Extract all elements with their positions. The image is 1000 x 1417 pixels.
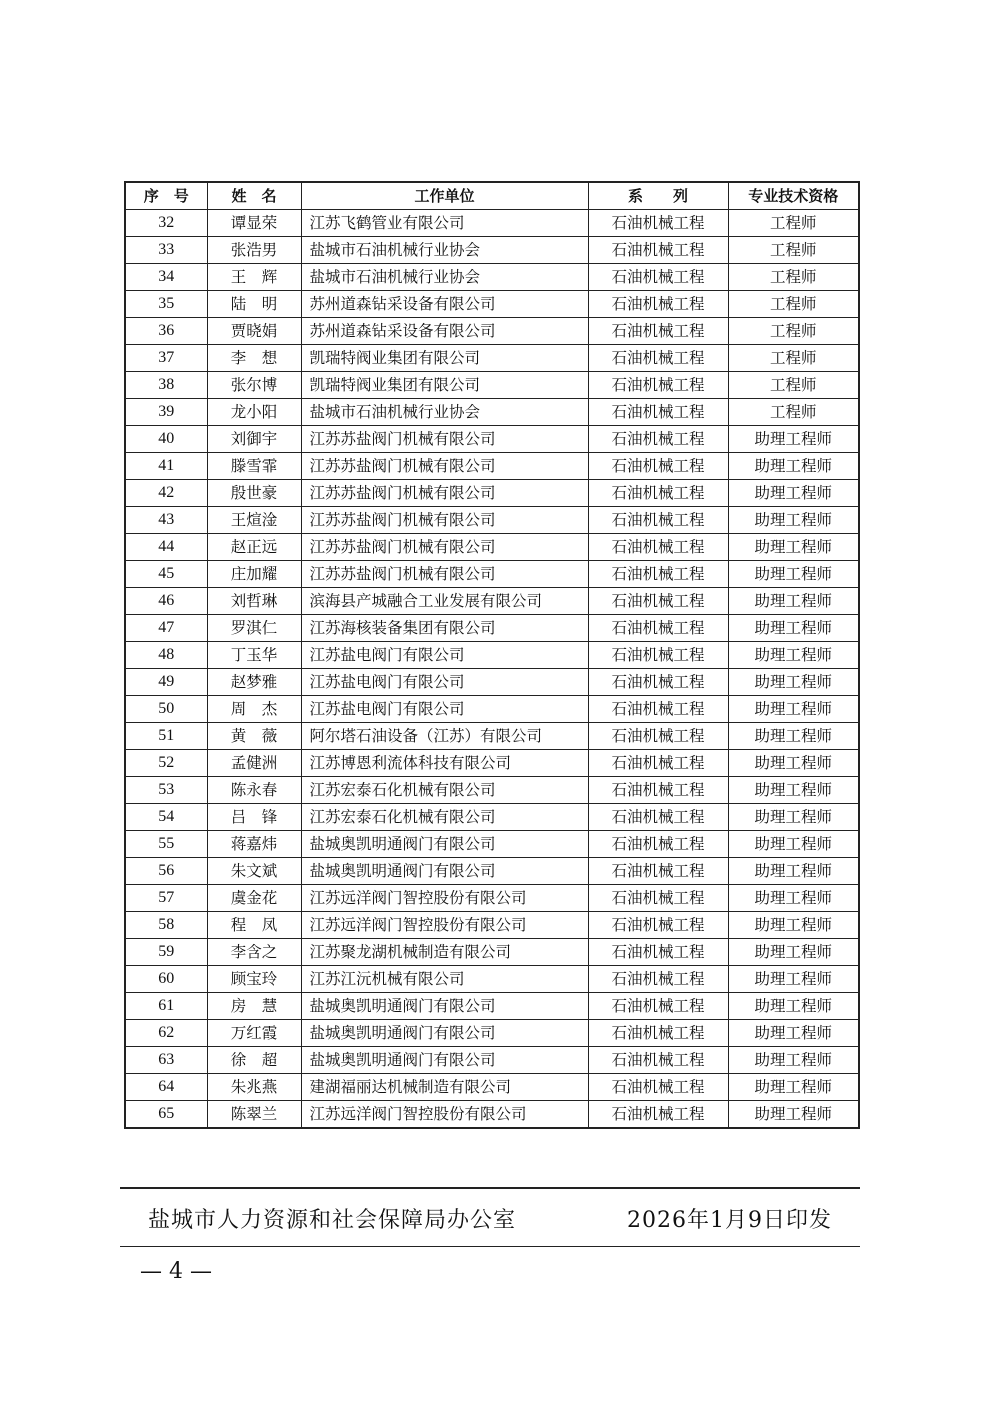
qualification-cell: 助理工程师 [728,480,859,507]
work-unit-cell: 苏州道森钻采设备有限公司 [301,318,588,345]
footer-bottom-rule [120,1246,860,1247]
name-cell: 王煊淦 [207,507,301,534]
qualification-cell: 助理工程师 [728,966,859,993]
table-row [125,831,859,858]
name-cell: 赵正远 [207,534,301,561]
name-cell: 蒋嘉炜 [207,831,301,858]
table-row [125,804,859,831]
name-cell: 吕 锋 [207,804,301,831]
series-cell: 石油机械工程 [588,345,728,372]
qualification-cell: 助理工程师 [728,1047,859,1074]
header-qualification: 专业技术资格 [728,182,859,210]
name-cell: 龙小阳 [207,399,301,426]
name-cell: 殷世豪 [207,480,301,507]
serial-number-cell: 50 [125,696,207,723]
table-row [125,966,859,993]
series-cell: 石油机械工程 [588,642,728,669]
qualification-cell: 工程师 [728,237,859,264]
series-cell: 石油机械工程 [588,1074,728,1101]
qualification-cell: 助理工程师 [728,912,859,939]
table-row [125,615,859,642]
serial-number-cell: 43 [125,507,207,534]
table-row [125,210,859,237]
work-unit-cell: 凯瑞特阀业集团有限公司 [301,345,588,372]
series-cell: 石油机械工程 [588,1047,728,1074]
series-cell: 石油机械工程 [588,831,728,858]
serial-number-cell: 36 [125,318,207,345]
series-cell: 石油机械工程 [588,399,728,426]
serial-number-cell: 56 [125,858,207,885]
name-cell: 孟健洲 [207,750,301,777]
serial-number-cell: 48 [125,642,207,669]
name-cell: 程 凤 [207,912,301,939]
series-cell: 石油机械工程 [588,264,728,291]
work-unit-cell: 盐城市石油机械行业协会 [301,237,588,264]
name-cell: 谭显荣 [207,210,301,237]
table-row [125,858,859,885]
qualification-cell: 助理工程师 [728,804,859,831]
name-cell: 虞金花 [207,885,301,912]
serial-number-cell: 47 [125,615,207,642]
serial-number-cell: 64 [125,1074,207,1101]
work-unit-cell: 江苏苏盐阀门机械有限公司 [301,480,588,507]
header-series: 系 列 [588,182,728,210]
work-unit-cell: 盐城奥凯明通阀门有限公司 [301,1020,588,1047]
serial-number-cell: 59 [125,939,207,966]
series-cell: 石油机械工程 [588,885,728,912]
qualification-cell: 工程师 [728,318,859,345]
serial-number-cell: 45 [125,561,207,588]
series-cell: 石油机械工程 [588,615,728,642]
qualification-cell: 工程师 [728,372,859,399]
name-cell: 万红霞 [207,1020,301,1047]
serial-number-cell: 55 [125,831,207,858]
qualification-cell: 工程师 [728,210,859,237]
work-unit-cell: 盐城奥凯明通阀门有限公司 [301,1047,588,1074]
work-unit-cell: 江苏宏泰石化机械有限公司 [301,804,588,831]
name-cell: 贾晓娟 [207,318,301,345]
header-name: 姓 名 [207,182,301,210]
work-unit-cell: 江苏海核装备集团有限公司 [301,615,588,642]
qualification-cell: 助理工程师 [728,669,859,696]
series-cell: 石油机械工程 [588,453,728,480]
serial-number-cell: 63 [125,1047,207,1074]
series-cell: 石油机械工程 [588,669,728,696]
footer-top-rule [120,1187,860,1189]
work-unit-cell: 江苏盐电阀门有限公司 [301,669,588,696]
name-cell: 李 想 [207,345,301,372]
serial-number-cell: 62 [125,1020,207,1047]
table-row [125,696,859,723]
qualification-cell: 助理工程师 [728,642,859,669]
serial-number-cell: 57 [125,885,207,912]
qualification-cell: 助理工程师 [728,696,859,723]
serial-number-cell: 51 [125,723,207,750]
work-unit-cell: 江苏盐电阀门有限公司 [301,696,588,723]
qualification-cell: 助理工程师 [728,1020,859,1047]
name-cell: 王 辉 [207,264,301,291]
serial-number-cell: 61 [125,993,207,1020]
table-row [125,453,859,480]
serial-number-cell: 38 [125,372,207,399]
table-row [125,642,859,669]
series-cell: 石油机械工程 [588,426,728,453]
work-unit-cell: 盐城奥凯明通阀门有限公司 [301,993,588,1020]
serial-number-cell: 53 [125,777,207,804]
table-row [125,939,859,966]
header-serial-number: 序 号 [125,182,207,210]
series-cell: 石油机械工程 [588,750,728,777]
work-unit-cell: 建湖福丽达机械制造有限公司 [301,1074,588,1101]
serial-number-cell: 44 [125,534,207,561]
qualification-cell: 助理工程师 [728,1074,859,1101]
qualification-cell: 助理工程师 [728,1101,859,1129]
series-cell: 石油机械工程 [588,507,728,534]
series-cell: 石油机械工程 [588,912,728,939]
work-unit-cell: 盐城市石油机械行业协会 [301,399,588,426]
name-cell: 张尔博 [207,372,301,399]
series-cell: 石油机械工程 [588,696,728,723]
serial-number-cell: 52 [125,750,207,777]
qualification-cell: 助理工程师 [728,858,859,885]
name-cell: 庄加耀 [207,561,301,588]
series-cell: 石油机械工程 [588,858,728,885]
serial-number-cell: 58 [125,912,207,939]
table-row [125,426,859,453]
serial-number-cell: 46 [125,588,207,615]
series-cell: 石油机械工程 [588,723,728,750]
serial-number-cell: 34 [125,264,207,291]
work-unit-cell: 江苏聚龙湖机械制造有限公司 [301,939,588,966]
name-cell: 刘哲琳 [207,588,301,615]
qualification-cell: 助理工程师 [728,426,859,453]
qualification-cell: 助理工程师 [728,993,859,1020]
work-unit-cell: 滨海县产城融合工业发展有限公司 [301,588,588,615]
footer-issue-date: 2026年1月9日印发 [627,1208,832,1233]
table-row [125,1047,859,1074]
table-row [125,480,859,507]
series-cell: 石油机械工程 [588,372,728,399]
qualification-cell: 助理工程师 [728,561,859,588]
series-cell: 石油机械工程 [588,210,728,237]
work-unit-cell: 阿尔塔石油设备（江苏）有限公司 [301,723,588,750]
qualification-cell: 助理工程师 [728,588,859,615]
table-row [125,723,859,750]
serial-number-cell: 35 [125,291,207,318]
table-row [125,561,859,588]
work-unit-cell: 盐城奥凯明通阀门有限公司 [301,831,588,858]
name-cell: 徐 超 [207,1047,301,1074]
work-unit-cell: 江苏盐电阀门有限公司 [301,642,588,669]
table-row [125,669,859,696]
name-cell: 李含之 [207,939,301,966]
series-cell: 石油机械工程 [588,534,728,561]
qualification-cell: 工程师 [728,399,859,426]
series-cell: 石油机械工程 [588,561,728,588]
work-unit-cell: 江苏远洋阀门智控股份有限公司 [301,912,588,939]
roster-table [124,181,860,1129]
serial-number-cell: 37 [125,345,207,372]
work-unit-cell: 江苏苏盐阀门机械有限公司 [301,426,588,453]
qualification-cell: 助理工程师 [728,831,859,858]
series-cell: 石油机械工程 [588,804,728,831]
table-row [125,237,859,264]
qualification-cell: 助理工程师 [728,453,859,480]
table-row [125,291,859,318]
table-row [125,399,859,426]
work-unit-cell: 江苏江沅机械有限公司 [301,966,588,993]
table-row [125,993,859,1020]
work-unit-cell: 盐城奥凯明通阀门有限公司 [301,858,588,885]
serial-number-cell: 42 [125,480,207,507]
table-row [125,345,859,372]
serial-number-cell: 41 [125,453,207,480]
work-unit-cell: 盐城市石油机械行业协会 [301,264,588,291]
table-row [125,912,859,939]
qualification-cell: 助理工程师 [728,939,859,966]
series-cell: 石油机械工程 [588,777,728,804]
name-cell: 滕雪霏 [207,453,301,480]
table-row [125,264,859,291]
qualification-cell: 助理工程师 [728,885,859,912]
series-cell: 石油机械工程 [588,237,728,264]
series-cell: 石油机械工程 [588,318,728,345]
name-cell: 赵梦雅 [207,669,301,696]
work-unit-cell: 江苏苏盐阀门机械有限公司 [301,507,588,534]
table-row [125,1101,859,1129]
name-cell: 陈永春 [207,777,301,804]
qualification-cell: 助理工程师 [728,777,859,804]
name-cell: 张浩男 [207,237,301,264]
serial-number-cell: 54 [125,804,207,831]
series-cell: 石油机械工程 [588,966,728,993]
series-cell: 石油机械工程 [588,1020,728,1047]
table-row [125,507,859,534]
series-cell: 石油机械工程 [588,291,728,318]
name-cell: 陈翠兰 [207,1101,301,1129]
serial-number-cell: 60 [125,966,207,993]
serial-number-cell: 40 [125,426,207,453]
work-unit-cell: 江苏宏泰石化机械有限公司 [301,777,588,804]
work-unit-cell: 苏州道森钻采设备有限公司 [301,291,588,318]
table-row [125,885,859,912]
series-cell: 石油机械工程 [588,480,728,507]
name-cell: 朱文斌 [207,858,301,885]
serial-number-cell: 32 [125,210,207,237]
qualification-cell: 助理工程师 [728,723,859,750]
name-cell: 朱兆燕 [207,1074,301,1101]
name-cell: 黄 薇 [207,723,301,750]
table-row [125,1074,859,1101]
work-unit-cell: 江苏飞鹤管业有限公司 [301,210,588,237]
table-row [125,534,859,561]
qualification-cell: 助理工程师 [728,534,859,561]
name-cell: 陆 明 [207,291,301,318]
header-work-unit: 工作单位 [301,182,588,210]
table-row [125,588,859,615]
table-row [125,777,859,804]
work-unit-cell: 江苏苏盐阀门机械有限公司 [301,453,588,480]
work-unit-cell: 凯瑞特阀业集团有限公司 [301,372,588,399]
name-cell: 顾宝玲 [207,966,301,993]
work-unit-cell: 江苏远洋阀门智控股份有限公司 [301,1101,588,1129]
footer-issuer: 盐城市人力资源和社会保障局办公室 [148,1208,517,1233]
qualification-cell: 工程师 [728,345,859,372]
serial-number-cell: 33 [125,237,207,264]
qualification-cell: 工程师 [728,291,859,318]
series-cell: 石油机械工程 [588,939,728,966]
work-unit-cell: 江苏苏盐阀门机械有限公司 [301,534,588,561]
table-row [125,1020,859,1047]
serial-number-cell: 39 [125,399,207,426]
name-cell: 房 慧 [207,993,301,1020]
table-header-row [125,182,859,210]
serial-number-cell: 65 [125,1101,207,1129]
page-number: — 4 — [140,1259,212,1284]
series-cell: 石油机械工程 [588,588,728,615]
work-unit-cell: 江苏苏盐阀门机械有限公司 [301,561,588,588]
qualification-cell: 工程师 [728,264,859,291]
series-cell: 石油机械工程 [588,993,728,1020]
serial-number-cell: 49 [125,669,207,696]
table-row [125,372,859,399]
qualification-cell: 助理工程师 [728,615,859,642]
series-cell: 石油机械工程 [588,1101,728,1129]
work-unit-cell: 江苏博恩利流体科技有限公司 [301,750,588,777]
qualification-cell: 助理工程师 [728,750,859,777]
table-body [125,210,859,1129]
qualification-cell: 助理工程师 [728,507,859,534]
table-row [125,750,859,777]
name-cell: 刘御宇 [207,426,301,453]
name-cell: 罗淇仁 [207,615,301,642]
work-unit-cell: 江苏远洋阀门智控股份有限公司 [301,885,588,912]
name-cell: 周 杰 [207,696,301,723]
name-cell: 丁玉华 [207,642,301,669]
table-row [125,318,859,345]
